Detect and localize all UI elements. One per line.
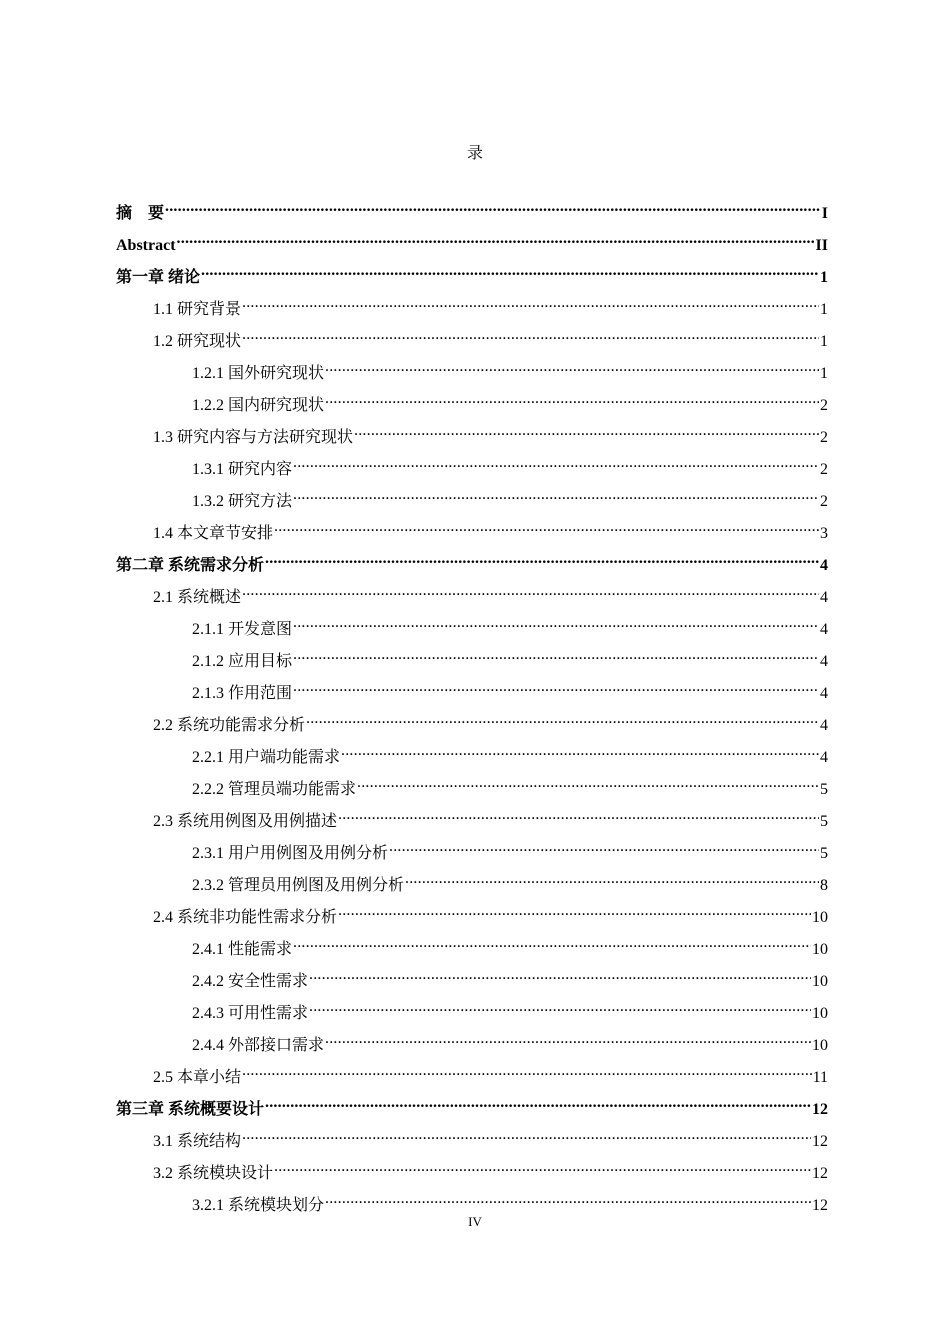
toc-entry[interactable] — [116, 548, 828, 580]
toc-entry-page-number: 4 — [820, 621, 828, 638]
toc-entry[interactable] — [116, 836, 828, 868]
toc-dot-leader — [201, 260, 819, 282]
toc-entry-page-number: 12 — [812, 1165, 828, 1182]
toc-entry-title: 3.2.1 系统模块划分 — [192, 1197, 325, 1214]
toc-entry-page-number: 12 — [812, 1101, 828, 1118]
toc-entry-title: 2.4.4 外部接口需求 — [192, 1037, 325, 1054]
toc-entry-page-number: 8 — [820, 877, 828, 894]
toc-entry-page-number: 4 — [820, 589, 828, 606]
toc-dot-leader — [306, 708, 819, 730]
toc-entry[interactable] — [116, 996, 828, 1028]
toc-entry-title: 1.1 研究背景 — [153, 301, 242, 318]
toc-dot-leader — [165, 196, 821, 218]
toc-entry[interactable] — [116, 580, 828, 612]
toc-dot-leader — [242, 324, 819, 346]
toc-entry-title: 2.2 系统功能需求分析 — [153, 717, 306, 734]
toc-dot-leader — [338, 900, 811, 922]
toc-entry[interactable] — [116, 196, 828, 228]
toc-dot-leader — [293, 676, 819, 698]
toc-entry-title: 2.2.1 用户端功能需求 — [192, 749, 341, 766]
toc-dot-leader — [341, 740, 819, 762]
toc-entry-title: 3.2 系统模块设计 — [153, 1165, 274, 1182]
toc-entry-title: 摘 要 — [116, 205, 165, 222]
toc-dot-leader — [293, 932, 811, 954]
toc-entry-page-number: 4 — [820, 557, 828, 574]
toc-entry-page-number: 4 — [820, 717, 828, 734]
toc-entry-page-number: 5 — [820, 813, 828, 830]
toc-entry[interactable] — [116, 228, 828, 260]
toc-dot-leader — [265, 1092, 811, 1114]
toc-entry[interactable] — [116, 292, 828, 324]
toc-entry-title: 第二章 系统需求分析 — [116, 557, 265, 574]
toc-entry[interactable] — [116, 708, 828, 740]
toc-entry-title: 2.4.3 可用性需求 — [192, 1005, 309, 1022]
toc-dot-leader — [309, 996, 811, 1018]
toc-dot-leader — [242, 1124, 811, 1146]
toc-entry[interactable] — [116, 932, 828, 964]
toc-entry-page-number: 10 — [812, 1005, 828, 1022]
toc-dot-leader — [338, 804, 819, 826]
toc-entry[interactable] — [116, 1156, 828, 1188]
toc-entry[interactable] — [116, 772, 828, 804]
toc-entry[interactable] — [116, 452, 828, 484]
toc-entry-title: 1.3.1 研究内容 — [192, 461, 293, 478]
toc-entry-page-number: II — [815, 237, 828, 254]
toc-entry-page-number: 12 — [812, 1197, 828, 1214]
toc-entry[interactable] — [116, 1028, 828, 1060]
toc-entry-title: 第三章 系统概要设计 — [116, 1101, 265, 1118]
toc-entry[interactable] — [116, 388, 828, 420]
toc-entry-title: 1.2.1 国外研究现状 — [192, 365, 325, 382]
toc-dot-leader — [293, 484, 819, 506]
toc-entry-title: 2.1.3 作用范围 — [192, 685, 293, 702]
toc-entry-title: 1.2 研究现状 — [153, 333, 242, 350]
toc-entry-title: 2.5 本章小结 — [153, 1069, 242, 1086]
toc-entry-title: 2.4 系统非功能性需求分析 — [153, 909, 338, 926]
toc-entry-title: 2.4.1 性能需求 — [192, 941, 293, 958]
toc-dot-leader — [242, 580, 819, 602]
toc-dot-leader — [274, 516, 819, 538]
toc-entry-title: 2.3.2 管理员用例图及用例分析 — [192, 877, 405, 894]
toc-entry-title: 1.4 本文章节安排 — [153, 525, 274, 542]
toc-entry[interactable] — [116, 612, 828, 644]
toc-entry-page-number: 10 — [812, 909, 828, 926]
toc-entry-page-number: I — [821, 205, 828, 222]
toc-entry-page-number: 1 — [820, 333, 828, 350]
toc-entry[interactable] — [116, 740, 828, 772]
toc-entry-page-number: 3 — [820, 525, 828, 542]
toc-entry[interactable] — [116, 644, 828, 676]
toc-entry-page-number: 1 — [820, 269, 828, 286]
toc-entry-page-number: 4 — [820, 685, 828, 702]
toc-dot-leader — [325, 356, 819, 378]
toc-dot-leader — [354, 420, 819, 442]
toc-entry[interactable] — [116, 1124, 828, 1156]
toc-entry-page-number: 1 — [820, 301, 828, 318]
toc-entry-page-number: 2 — [820, 397, 828, 414]
toc-entry[interactable] — [116, 356, 828, 388]
toc-entry-page-number: 4 — [820, 749, 828, 766]
toc-entry-page-number: 1 — [820, 365, 828, 382]
toc-dot-leader — [242, 292, 819, 314]
toc-dot-leader — [389, 836, 819, 858]
toc-entry-title: 3.1 系统结构 — [153, 1133, 242, 1150]
toc-entry-page-number: 5 — [820, 845, 828, 862]
toc-entry-title: 第一章 绪论 — [116, 269, 201, 286]
toc-entry[interactable] — [116, 1060, 828, 1092]
toc-entry-page-number: 12 — [812, 1133, 828, 1150]
toc-entry-page-number: 2 — [820, 429, 828, 446]
toc-entry-title: 2.2.2 管理员端功能需求 — [192, 781, 357, 798]
toc-entry-title: 1.3 研究内容与方法研究现状 — [153, 429, 354, 446]
toc-entry[interactable] — [116, 1092, 828, 1124]
toc-entry[interactable] — [116, 516, 828, 548]
toc-entry-title: 2.1 系统概述 — [153, 589, 242, 606]
page-title: 录 — [466, 145, 483, 162]
toc-entry-page-number: 10 — [812, 1037, 828, 1054]
toc-entry[interactable] — [116, 804, 828, 836]
toc-entry[interactable] — [116, 420, 828, 452]
toc-entry-title: 1.2.2 国内研究现状 — [192, 397, 325, 414]
toc-entry-title: 2.4.2 安全性需求 — [192, 973, 309, 990]
toc-entry-page-number: 4 — [820, 653, 828, 670]
toc-entry[interactable] — [116, 324, 828, 356]
toc-entry-page-number: 10 — [812, 941, 828, 958]
toc-entry[interactable] — [116, 260, 828, 292]
toc-entry[interactable] — [116, 900, 828, 932]
toc-dot-leader — [265, 548, 819, 570]
page-number-footer: IV — [468, 1214, 482, 1229]
toc-entry-title: Abstract — [116, 237, 176, 254]
toc-entry-title: 2.1.1 开发意图 — [192, 621, 293, 638]
toc-entry[interactable] — [116, 676, 828, 708]
toc-dot-leader — [405, 868, 819, 890]
toc-entry-page-number: 5 — [820, 781, 828, 798]
toc-entry-title: 2.3.1 用户用例图及用例分析 — [192, 845, 389, 862]
toc-entry-title: 1.3.2 研究方法 — [192, 493, 293, 510]
toc-entry-title: 2.1.2 应用目标 — [192, 653, 293, 670]
toc-entry-page-number: 11 — [812, 1069, 828, 1086]
toc-dot-leader — [293, 612, 819, 634]
toc-entry[interactable] — [116, 964, 828, 996]
toc-entry[interactable] — [116, 868, 828, 900]
toc-entry-title: 2.3 系统用例图及用例描述 — [153, 813, 338, 830]
table-of-contents — [116, 196, 828, 1220]
toc-entry-page-number: 2 — [820, 493, 828, 510]
toc-entry-page-number: 10 — [812, 973, 828, 990]
toc-dot-leader — [242, 1060, 812, 1082]
toc-entry[interactable] — [116, 484, 828, 516]
toc-dot-leader — [177, 228, 815, 250]
toc-dot-leader — [325, 1188, 811, 1210]
toc-dot-leader — [357, 772, 819, 794]
toc-dot-leader — [325, 1028, 811, 1050]
toc-entry-page-number: 2 — [820, 461, 828, 478]
toc-dot-leader — [293, 644, 819, 666]
toc-dot-leader — [293, 452, 819, 474]
toc-dot-leader — [325, 388, 819, 410]
toc-dot-leader — [274, 1156, 811, 1178]
toc-dot-leader — [309, 964, 811, 986]
